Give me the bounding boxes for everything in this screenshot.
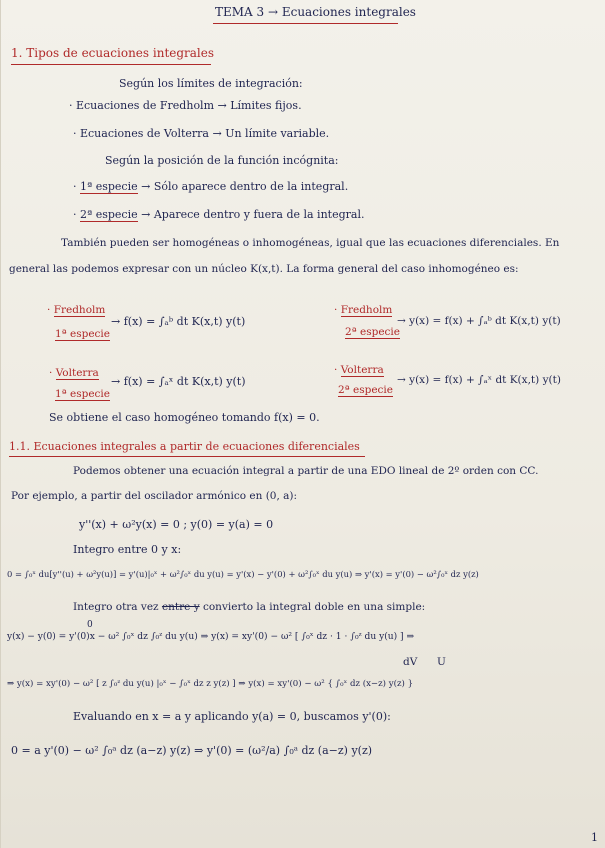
fredholm-item: · Ecuaciones de Fredholm → Límites fijos. (69, 99, 302, 112)
section-1-1-heading: 1.1. Ecuaciones integrales a partir de ecuaciones diferenciales (9, 440, 360, 453)
homogeneous-note: Se obtiene el caso homogéneo tomando f(x) = 0. (49, 411, 320, 424)
volterra-2-formula: → y(x) = f(x) + ∫ₐˣ dt K(x,t) y(t) (397, 374, 561, 386)
volterra-2-kind: 2ª especie (338, 384, 393, 396)
kind2-text: → Aparece dentro y fuera de la integral. (141, 208, 365, 221)
page-number: 1 (591, 831, 598, 844)
page-title: TEMA 3 → Ecuaciones integrales (215, 5, 416, 19)
equation-2: y(x) − y(0) = y'(0)x − ω² ∫₀ˣ dz ∫₀ᶻ du y(u) ⇒ y(x) = xy'(0) − ω² [ ∫₀ˣ dz · 1 · ∫₀ᶻ du y(u) ] ⇒ (7, 632, 415, 642)
fredholm-1-name: · Fredholm (47, 304, 106, 316)
paragraph-line-1: También pueden ser homogéneas o inhomogéneas, igual que las ecuaciones diferenciales. En (61, 237, 560, 249)
fredholm-2-formula: → y(x) = f(x) + ∫ₐᵇ dt K(x,t) y(t) (397, 315, 561, 327)
intro-line-1: Podemos obtener una ecuación integral a partir de una EDO lineal de 2º orden con CC. (73, 465, 539, 477)
kind1-row: · 1ª especie → Sólo aparece dentro de la integral. (73, 180, 349, 193)
ode-equation: y''(x) + ω²y(x) = 0 ; y(0) = y(a) = 0 (79, 518, 274, 531)
kind1-label: 1ª especie (80, 180, 138, 193)
volterra-item: · Ecuaciones de Volterra → Un límite variable. (73, 127, 330, 140)
kind1-text: → Sólo aparece dentro de la integral. (141, 180, 349, 193)
position-intro: Según la posición de la función incógnita: (105, 154, 339, 167)
fredholm-2-kind: 2ª especie (345, 326, 400, 338)
equation-1: 0 = ∫₀ˣ du[y''(u) + ω²y(u)] = y'(u)|₀ˣ + ω²∫₀ˣ du y(u) = y'(x) − y'(0) + ω²∫₀ˣ du y(u) ⇒ y'(x) = y'(0) − ω²∫₀ˣ dz y(z) (7, 569, 479, 579)
integrate-again-line: Integro otra vez entre y convierto la integral doble en una simple: (73, 601, 426, 613)
paragraph-line-2: general las podemos expresar con un núcleo K(x,t). La forma general del caso inhomogéneo es: (9, 263, 519, 275)
u-label: U (437, 656, 446, 668)
dv-label: dV (403, 656, 418, 668)
section-1-1-underline (9, 456, 365, 457)
intro-line-2: Por ejemplo, a partir del oscilador armónico en (0, a): (11, 490, 298, 502)
limits-intro: Según los límites de integración: (119, 77, 303, 90)
title-underline (213, 23, 398, 24)
kind2-row: · 2ª especie → Aparece dentro y fuera de la integral. (73, 208, 365, 221)
section-1-underline (11, 64, 211, 65)
volterra-1-name: · Volterra (49, 367, 99, 379)
fredholm-1-kind: 1ª especie (55, 328, 110, 340)
equation-3: ⇒ y(x) = xy'(0) − ω² [ z ∫₀ᶻ du y(u) |₀ˣ − ∫₀ˣ dz z y(z) ] ⇒ y(x) = xy'(0) − ω² { ∫₀ˣ dz (x−z) y(z) } (7, 679, 414, 689)
fredholm-2-name: · Fredholm (334, 304, 393, 316)
integrate-label: Integro entre 0 y x: (73, 543, 182, 556)
equation-4: 0 = a y'(0) − ω² ∫₀ᵃ dz (a−z) y(z) ⇒ y'(0) = (ω²/a) ∫₀ᵃ dz (a−z) y(z) (11, 744, 373, 757)
fredholm-1-formula: → f(x) = ∫ₐᵇ dt K(x,t) y(t) (111, 315, 246, 328)
volterra-2-name: · Volterra (334, 364, 384, 376)
evaluate-label: Evaluando en x = a y aplicando y(a) = 0, buscamos y'(0): (73, 710, 391, 723)
zero-mark: 0 (87, 620, 93, 630)
volterra-1-formula: → f(x) = ∫ₐˣ dt K(x,t) y(t) (111, 375, 246, 388)
section-1-heading: 1. Tipos de ecuaciones integrales (11, 46, 215, 60)
volterra-1-kind: 1ª especie (55, 388, 110, 400)
kind2-label: 2ª especie (80, 208, 138, 221)
